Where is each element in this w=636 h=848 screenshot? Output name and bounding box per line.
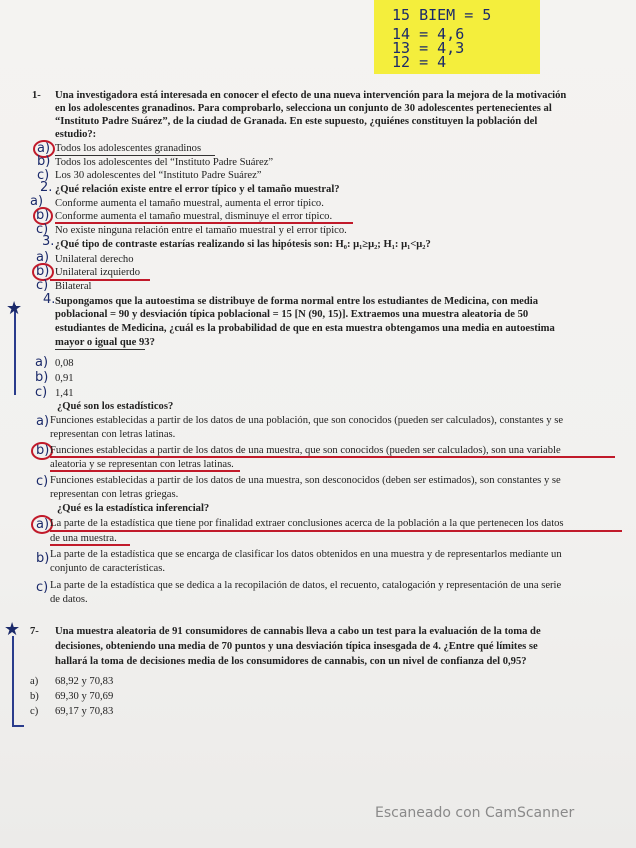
sticky-line: 13 = 4,3 bbox=[392, 39, 465, 57]
bracket-foot bbox=[12, 725, 24, 727]
q2-option: No existe ninguna relación entre el tamaño muestral y el error típico. bbox=[55, 225, 347, 236]
hand-letter-a: a) bbox=[37, 141, 51, 156]
q4-option: 0,91 bbox=[55, 373, 74, 384]
q1-line: Una investigadora está interesada en conocer el efecto de una nueva intervención para la mejora de la motivación bbox=[55, 90, 567, 101]
q6-option: La parte de la estadística que se dedica a la recopilación de datos, el recuento, catalogación y representación de una serie bbox=[50, 580, 562, 591]
q5-text: ¿Qué son los estadísticos? bbox=[57, 401, 174, 412]
hand-letter-c: c) bbox=[36, 474, 49, 489]
q7-number: 7- bbox=[30, 626, 39, 637]
hand-letter-b: b) bbox=[36, 208, 50, 223]
hand-letter-c: c) bbox=[36, 222, 49, 237]
star-icon: ★ bbox=[6, 298, 23, 319]
q7-letter: b) bbox=[30, 691, 39, 702]
q6-option-cont: conjunto de características. bbox=[50, 563, 166, 574]
q1-number: 1- bbox=[32, 90, 41, 101]
hand-letter-c: c) bbox=[36, 278, 49, 293]
q2-number: 2. bbox=[40, 180, 53, 195]
hand-letter-b: b) bbox=[36, 264, 50, 279]
q6-text: ¿Qué es la estadística inferencial? bbox=[57, 503, 210, 514]
hand-letter-a: a) bbox=[30, 194, 44, 209]
q1-line: estudio?: bbox=[55, 129, 97, 140]
hand-letter-c: c) bbox=[35, 385, 48, 400]
q1-line: en los adolescentes granadinos. Para comprobarlo, selecciona un conjunto de 30 adolescentes pertenecientes al bbox=[55, 103, 552, 114]
q7-line: Una muestra aleatoria de 91 consumidores de cannabis lleva a cabo un test para la evaluación de la toma de bbox=[55, 626, 541, 637]
q4-line: estudiantes de Medicina, ¿cuál es la probabilidad de que en esta muestra obtengamos una media en autoestima bbox=[55, 323, 555, 334]
red-underline bbox=[50, 544, 130, 546]
q4-line: Supongamos que la autoestima se distribuye de forma normal entre los estudiantes de Medicina, con media bbox=[55, 296, 538, 307]
q7-letter: a) bbox=[30, 676, 39, 687]
q6-option: La parte de la estadística que se encarga de clasificar los datos obtenidos en una muestra y de representarlos mediante un bbox=[50, 549, 562, 560]
q4-option: 1,41 bbox=[55, 388, 74, 399]
red-underline bbox=[50, 470, 240, 472]
margin-bracket bbox=[12, 636, 14, 726]
hand-letter-c: c) bbox=[36, 580, 49, 595]
q3-option: Unilateral derecho bbox=[55, 254, 134, 265]
q1-option: Todos los adolescentes granadinos bbox=[55, 143, 202, 154]
hand-letter-a: a) bbox=[36, 414, 50, 429]
q7-option: 68,92 y 70,83 bbox=[55, 676, 114, 687]
q3-option: Bilateral bbox=[55, 281, 92, 292]
q3-number: 3. bbox=[42, 234, 55, 249]
sticky-line: 12 = 4 bbox=[392, 53, 447, 71]
hand-letter-b: b) bbox=[36, 443, 50, 458]
hand-letter-b: b) bbox=[35, 370, 49, 385]
q4-number: 4. bbox=[43, 292, 56, 307]
q5-option: Funciones establecidas a partir de los datos de una población, que son conocidos (pueden ser calculados), constantes y se bbox=[50, 415, 564, 426]
q7-line: decisiones, obteniendo una media de 70 puntos y una desviación típica insesgada de 4. ¿Entre qué límites se bbox=[55, 641, 538, 652]
q5-option-cont: representan con letras griegas. bbox=[50, 489, 179, 500]
q2-text: ¿Qué relación existe entre el error típico y el tamaño muestral? bbox=[55, 184, 340, 195]
q4-option: 0,08 bbox=[55, 358, 74, 369]
q6-option-cont: de datos. bbox=[50, 594, 88, 605]
q1-line: “Instituto Padre Suárez”, de la ciudad de Granada. En este supuesto, ¿quiénes constituyen la población del bbox=[55, 116, 538, 127]
camscanner-watermark: Escaneado con CamScanner bbox=[375, 805, 575, 821]
q1-option: Todos los adolescentes del “Instituto Padre Suárez” bbox=[55, 157, 274, 168]
q5-option: Funciones establecidas a partir de los datos de una muestra, que son conocidos (pueden ser calculados), son una variable bbox=[50, 445, 561, 456]
q7-option: 69,17 y 70,83 bbox=[55, 706, 114, 717]
q2-option: Conforme aumenta el tamaño muestral, disminuye el error típico. bbox=[55, 211, 333, 222]
q6-option-cont: de una muestra. bbox=[50, 533, 117, 544]
sticky-note bbox=[374, 0, 540, 74]
q5-option-cont: representan con letras latinas. bbox=[50, 429, 176, 440]
hand-letter-b: b) bbox=[36, 551, 50, 566]
q1-option: Los 30 adolescentes del “Instituto Padre Suárez” bbox=[55, 170, 262, 181]
red-underline bbox=[50, 530, 622, 532]
q5-option: Funciones establecidas a partir de los datos de una muestra, son desconocidos (deben ser estimados), son constantes y se bbox=[50, 475, 561, 486]
q4-line: mayor o igual que 93? bbox=[55, 337, 155, 348]
q7-letter: c) bbox=[30, 706, 39, 717]
q3-option: Unilateral izquierdo bbox=[55, 267, 141, 278]
q7-option: 69,30 y 70,69 bbox=[55, 691, 114, 702]
q5-option-cont: aleatoria y se representan con letras latinas. bbox=[50, 459, 234, 470]
hand-letter-b: b) bbox=[37, 154, 51, 169]
q2-option: Conforme aumenta el tamaño muestral, aumenta el error típico. bbox=[55, 198, 324, 209]
q3-text: ¿Qué tipo de contraste estarías realizando si las hipótesis son: H₀: μ₁≥μ₂; H₁: μ₁<μ₂? bbox=[55, 239, 431, 250]
hand-letter-a: a) bbox=[35, 355, 49, 370]
sticky-line: 15 BIEM = 5 bbox=[392, 6, 492, 24]
q6-option: La parte de la estadística que tiene por finalidad extraer conclusiones acerca de la población a la que pertenecen los datos bbox=[50, 518, 564, 529]
hand-letter-a: a) bbox=[36, 250, 50, 265]
hand-letter-c: c) bbox=[37, 168, 50, 183]
q7-line: hallará la toma de decisiones media de los consumidores de cannabis, con un nivel de confianza del 0,95? bbox=[55, 656, 527, 667]
hand-letter-a: a) bbox=[36, 517, 50, 532]
underline bbox=[55, 349, 145, 350]
star-icon: ★ bbox=[4, 619, 21, 640]
sticky-line: 14 = 4,6 bbox=[392, 25, 465, 43]
q4-line: poblacional = 90 y desviación típica poblacional = 15 [N (90, 15)]. Extraemos una muestra aleatoria de 50 bbox=[55, 309, 529, 320]
